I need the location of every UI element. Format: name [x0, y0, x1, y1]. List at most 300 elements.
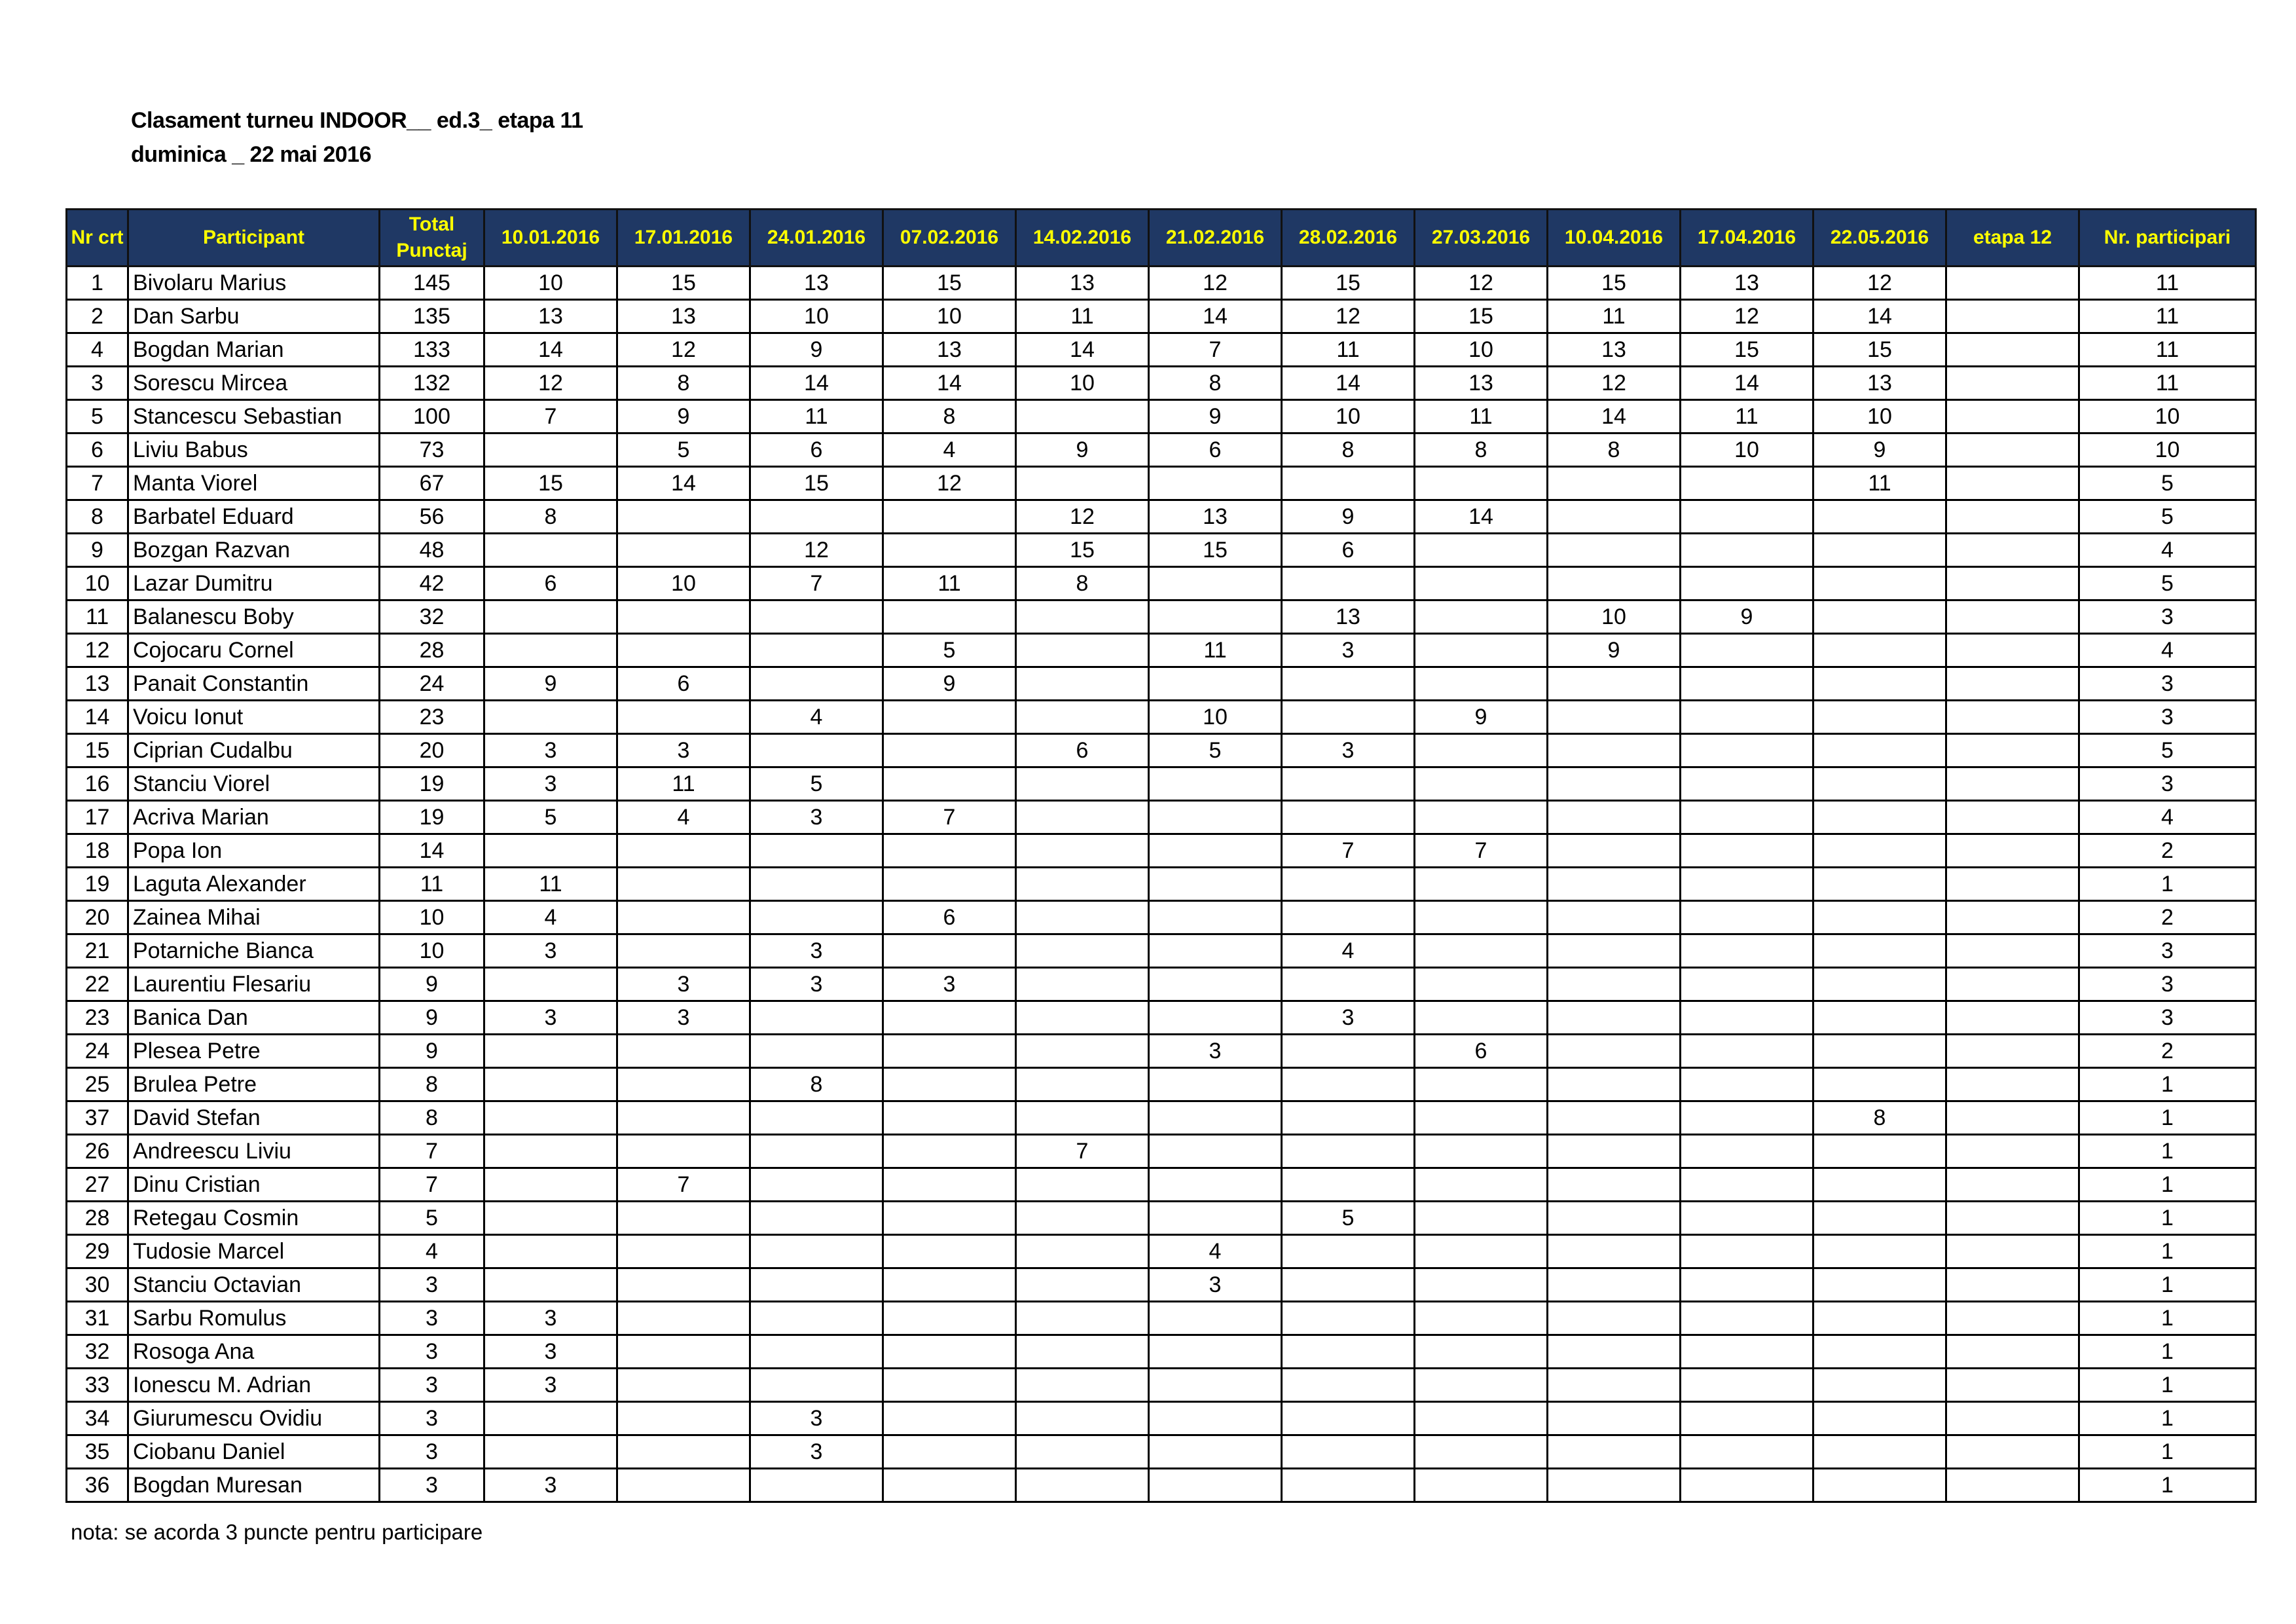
- total-points-cell: 19: [380, 801, 484, 834]
- table-row: [67, 968, 2256, 1001]
- participations-cell: 4: [2079, 534, 2256, 567]
- column-header: 22.05.2016: [1813, 210, 1946, 267]
- score-cell: [1282, 1235, 1415, 1268]
- score-cell: [1548, 901, 1681, 934]
- score-cell: [1149, 667, 1282, 701]
- score-cell: [1415, 567, 1548, 600]
- score-cell: [883, 834, 1016, 868]
- total-points-cell: 14: [380, 834, 484, 868]
- score-cell: [883, 1302, 1016, 1335]
- score-cell: [1946, 1369, 2079, 1402]
- participations-cell: 10: [2079, 434, 2256, 467]
- score-cell: 3: [750, 1402, 883, 1435]
- rank-cell: 8: [67, 500, 128, 534]
- rank-cell: 15: [67, 734, 128, 767]
- score-cell: 10: [484, 267, 617, 300]
- score-cell: [1282, 1335, 1415, 1369]
- participant-name-cell: Bozgan Razvan: [128, 534, 380, 567]
- participations-cell: 1: [2079, 1469, 2256, 1502]
- score-cell: [617, 701, 750, 734]
- score-cell: 3: [1282, 634, 1415, 667]
- score-cell: [1813, 1035, 1946, 1068]
- score-cell: [1149, 567, 1282, 600]
- score-cell: 14: [617, 467, 750, 500]
- score-cell: [1282, 1135, 1415, 1168]
- participant-name-cell: Acriva Marian: [128, 801, 380, 834]
- score-cell: 12: [617, 333, 750, 367]
- rank-cell: 36: [67, 1469, 128, 1502]
- participant-name-cell: Giurumescu Ovidiu: [128, 1402, 380, 1435]
- participations-cell: 1: [2079, 1068, 2256, 1101]
- score-cell: 8: [750, 1068, 883, 1101]
- score-cell: 13: [617, 300, 750, 333]
- score-cell: [1946, 500, 2079, 534]
- score-cell: [1813, 1335, 1946, 1369]
- score-cell: 14: [1016, 333, 1149, 367]
- score-cell: 11: [484, 868, 617, 901]
- table-row: [67, 333, 2256, 367]
- table-row: [67, 1235, 2256, 1268]
- score-cell: [1681, 1101, 1813, 1135]
- score-cell: [1946, 767, 2079, 801]
- participations-cell: 4: [2079, 634, 2256, 667]
- table-row: [67, 267, 2256, 300]
- total-points-cell: 24: [380, 667, 484, 701]
- score-cell: 7: [1415, 834, 1548, 868]
- score-cell: [1415, 1202, 1548, 1235]
- score-cell: [883, 1135, 1016, 1168]
- score-cell: [1681, 734, 1813, 767]
- score-cell: [1681, 968, 1813, 1001]
- score-cell: [1548, 1302, 1681, 1335]
- score-cell: [1681, 534, 1813, 567]
- score-cell: [883, 1335, 1016, 1369]
- rank-cell: 20: [67, 901, 128, 934]
- participant-name-cell: Laurentiu Flesariu: [128, 968, 380, 1001]
- table-row: [67, 1335, 2256, 1369]
- column-header: Nr. participari: [2079, 210, 2256, 267]
- table-row: [67, 934, 2256, 968]
- score-cell: 6: [1282, 534, 1415, 567]
- score-cell: [883, 1202, 1016, 1235]
- score-cell: [617, 868, 750, 901]
- participant-name-cell: Stancescu Sebastian: [128, 400, 380, 434]
- score-cell: 14: [883, 367, 1016, 400]
- score-cell: 4: [617, 801, 750, 834]
- score-cell: [1946, 1435, 2079, 1469]
- table-row: [67, 300, 2256, 333]
- rank-cell: 29: [67, 1235, 128, 1268]
- score-cell: [883, 1168, 1016, 1202]
- score-cell: [1149, 1469, 1282, 1502]
- score-cell: [1016, 1469, 1149, 1502]
- score-cell: 9: [1681, 600, 1813, 634]
- participant-name-cell: Bivolaru Marius: [128, 267, 380, 300]
- score-cell: 15: [750, 467, 883, 500]
- score-cell: 11: [750, 400, 883, 434]
- score-cell: [617, 1469, 750, 1502]
- score-cell: [1149, 1202, 1282, 1235]
- participant-name-cell: Stanciu Viorel: [128, 767, 380, 801]
- score-cell: [1946, 267, 2079, 300]
- total-points-cell: 28: [380, 634, 484, 667]
- score-cell: [1946, 1268, 2079, 1302]
- document-subtitle-date: duminica _ 22 mai 2016: [131, 142, 371, 167]
- rank-cell: 11: [67, 600, 128, 634]
- rank-cell: 32: [67, 1335, 128, 1369]
- rank-cell: 21: [67, 934, 128, 968]
- score-cell: 11: [1548, 300, 1681, 333]
- participations-cell: 1: [2079, 1335, 2256, 1369]
- table-row: [67, 1135, 2256, 1168]
- score-cell: [1016, 934, 1149, 968]
- total-points-cell: 42: [380, 567, 484, 600]
- participations-cell: 11: [2079, 300, 2256, 333]
- score-cell: [883, 1435, 1016, 1469]
- participations-cell: 1: [2079, 1268, 2256, 1302]
- participant-name-cell: Brulea Petre: [128, 1068, 380, 1101]
- score-cell: [1946, 400, 2079, 434]
- total-points-cell: 7: [380, 1168, 484, 1202]
- score-cell: [1016, 634, 1149, 667]
- score-cell: 15: [1548, 267, 1681, 300]
- participant-name-cell: Lazar Dumitru: [128, 567, 380, 600]
- score-cell: [1282, 1435, 1415, 1469]
- column-header: 17.01.2016: [617, 210, 750, 267]
- participant-name-cell: Bogdan Marian: [128, 333, 380, 367]
- score-cell: [1946, 1035, 2079, 1068]
- score-cell: [617, 934, 750, 968]
- score-cell: [1548, 1402, 1681, 1435]
- score-cell: [1681, 1068, 1813, 1101]
- score-cell: 11: [617, 767, 750, 801]
- score-cell: [1415, 1101, 1548, 1135]
- table-row: [67, 767, 2256, 801]
- score-cell: 14: [484, 333, 617, 367]
- score-cell: [1946, 734, 2079, 767]
- score-cell: [484, 1135, 617, 1168]
- table-row: [67, 434, 2256, 467]
- score-cell: [1548, 868, 1681, 901]
- score-cell: [883, 1001, 1016, 1035]
- score-cell: [1016, 868, 1149, 901]
- participations-cell: 11: [2079, 267, 2256, 300]
- participant-name-cell: Manta Viorel: [128, 467, 380, 500]
- score-cell: [1813, 1469, 1946, 1502]
- table-row: [67, 1068, 2256, 1101]
- table-row: [67, 734, 2256, 767]
- rank-cell: 9: [67, 534, 128, 567]
- score-cell: [1282, 1369, 1415, 1402]
- score-cell: [1149, 1302, 1282, 1335]
- score-cell: [617, 534, 750, 567]
- score-cell: [883, 1035, 1016, 1068]
- score-cell: [617, 1335, 750, 1369]
- table-row: [67, 1402, 2256, 1435]
- score-cell: [1946, 1135, 2079, 1168]
- participations-cell: 1: [2079, 868, 2256, 901]
- total-points-cell: 56: [380, 500, 484, 534]
- score-cell: [1548, 1202, 1681, 1235]
- table-row: [67, 467, 2256, 500]
- score-cell: [1681, 467, 1813, 500]
- score-cell: [1946, 1101, 2079, 1135]
- score-cell: [1149, 968, 1282, 1001]
- score-cell: [1016, 801, 1149, 834]
- score-cell: 3: [1282, 1001, 1415, 1035]
- score-cell: 10: [1681, 434, 1813, 467]
- score-cell: [1016, 1202, 1149, 1235]
- score-cell: 10: [1813, 400, 1946, 434]
- score-cell: [1149, 1101, 1282, 1135]
- score-cell: [1415, 1001, 1548, 1035]
- score-cell: [1415, 1235, 1548, 1268]
- score-cell: [1681, 1168, 1813, 1202]
- total-points-cell: 9: [380, 968, 484, 1001]
- score-cell: [1681, 1235, 1813, 1268]
- score-cell: [1813, 1268, 1946, 1302]
- participant-name-cell: Popa Ion: [128, 834, 380, 868]
- score-cell: [1016, 1168, 1149, 1202]
- score-cell: [617, 1302, 750, 1335]
- score-cell: [1813, 634, 1946, 667]
- score-cell: [750, 1202, 883, 1235]
- table-row: [67, 868, 2256, 901]
- score-cell: [1681, 1001, 1813, 1035]
- total-points-cell: 8: [380, 1101, 484, 1135]
- total-points-cell: 135: [380, 300, 484, 333]
- score-cell: [750, 600, 883, 634]
- score-cell: 7: [1149, 333, 1282, 367]
- score-cell: 9: [750, 333, 883, 367]
- score-cell: 7: [883, 801, 1016, 834]
- score-cell: [1548, 934, 1681, 968]
- score-cell: 6: [617, 667, 750, 701]
- rank-cell: 22: [67, 968, 128, 1001]
- total-points-cell: 48: [380, 534, 484, 567]
- score-cell: [1548, 1335, 1681, 1369]
- score-cell: [1946, 834, 2079, 868]
- score-cell: [883, 868, 1016, 901]
- score-cell: 7: [617, 1168, 750, 1202]
- total-points-cell: 67: [380, 467, 484, 500]
- score-cell: 6: [1415, 1035, 1548, 1068]
- score-cell: [1016, 1302, 1149, 1335]
- score-cell: 15: [617, 267, 750, 300]
- score-cell: [1681, 701, 1813, 734]
- total-points-cell: 23: [380, 701, 484, 734]
- document-title-block: [131, 103, 583, 172]
- score-cell: [1548, 734, 1681, 767]
- score-cell: 15: [1149, 534, 1282, 567]
- score-cell: [1282, 1402, 1415, 1435]
- score-cell: [1813, 1001, 1946, 1035]
- participations-cell: 1: [2079, 1168, 2256, 1202]
- participant-name-cell: Liviu Babus: [128, 434, 380, 467]
- score-cell: [1813, 1402, 1946, 1435]
- score-cell: [1548, 1001, 1681, 1035]
- score-cell: [1946, 934, 2079, 968]
- score-cell: [1149, 834, 1282, 868]
- score-cell: [617, 1435, 750, 1469]
- score-cell: [1548, 801, 1681, 834]
- score-cell: 3: [617, 1001, 750, 1035]
- score-cell: [1548, 567, 1681, 600]
- score-cell: 3: [1149, 1035, 1282, 1068]
- score-cell: [484, 1202, 617, 1235]
- total-points-cell: 132: [380, 367, 484, 400]
- score-cell: [1946, 1168, 2079, 1202]
- score-cell: [883, 734, 1016, 767]
- score-cell: 13: [750, 267, 883, 300]
- score-cell: [1946, 434, 2079, 467]
- score-cell: 15: [1813, 333, 1946, 367]
- score-cell: [1016, 1001, 1149, 1035]
- score-cell: [1548, 1135, 1681, 1168]
- participant-name-cell: Ionescu M. Adrian: [128, 1369, 380, 1402]
- score-cell: 3: [750, 968, 883, 1001]
- participations-cell: 1: [2079, 1435, 2256, 1469]
- score-cell: 3: [484, 934, 617, 968]
- score-cell: [1149, 1168, 1282, 1202]
- score-cell: [1946, 300, 2079, 333]
- score-cell: 9: [1415, 701, 1548, 734]
- score-cell: [1946, 567, 2079, 600]
- score-cell: [1282, 901, 1415, 934]
- score-cell: [883, 1469, 1016, 1502]
- table-row: [67, 901, 2256, 934]
- rank-cell: 4: [67, 333, 128, 367]
- score-cell: [1548, 834, 1681, 868]
- participations-cell: 3: [2079, 600, 2256, 634]
- rank-cell: 16: [67, 767, 128, 801]
- score-cell: 14: [1149, 300, 1282, 333]
- score-cell: [1813, 868, 1946, 901]
- score-cell: [484, 1101, 617, 1135]
- score-cell: [1149, 868, 1282, 901]
- score-cell: [1946, 367, 2079, 400]
- total-points-cell: 8: [380, 1068, 484, 1101]
- score-cell: [1813, 1068, 1946, 1101]
- score-cell: [750, 1268, 883, 1302]
- score-cell: 10: [1282, 400, 1415, 434]
- score-cell: [1946, 1068, 2079, 1101]
- total-points-cell: 9: [380, 1035, 484, 1068]
- score-cell: 11: [883, 567, 1016, 600]
- participations-cell: 2: [2079, 1035, 2256, 1068]
- participations-cell: 5: [2079, 567, 2256, 600]
- participant-name-cell: Zainea Mihai: [128, 901, 380, 934]
- score-cell: [883, 1268, 1016, 1302]
- score-cell: 3: [1282, 734, 1415, 767]
- score-cell: [750, 1101, 883, 1135]
- total-points-cell: 20: [380, 734, 484, 767]
- participant-name-cell: Laguta Alexander: [128, 868, 380, 901]
- score-cell: [1813, 1235, 1946, 1268]
- score-cell: [1548, 667, 1681, 701]
- score-cell: 15: [1016, 534, 1149, 567]
- score-cell: [1681, 1268, 1813, 1302]
- score-cell: 9: [1016, 434, 1149, 467]
- table-row: [67, 1469, 2256, 1502]
- score-cell: [1681, 1135, 1813, 1168]
- score-cell: [1016, 1035, 1149, 1068]
- score-cell: 3: [617, 734, 750, 767]
- total-points-cell: 145: [380, 267, 484, 300]
- score-cell: 4: [883, 434, 1016, 467]
- score-cell: [1282, 1101, 1415, 1135]
- column-header: 27.03.2016: [1415, 210, 1548, 267]
- total-points-cell: 32: [380, 600, 484, 634]
- score-cell: 9: [1282, 500, 1415, 534]
- rank-cell: 31: [67, 1302, 128, 1335]
- score-cell: [1282, 1302, 1415, 1335]
- score-cell: [1548, 1435, 1681, 1469]
- score-cell: [1946, 701, 2079, 734]
- table-row: [67, 1202, 2256, 1235]
- score-cell: [617, 834, 750, 868]
- score-cell: [750, 901, 883, 934]
- score-cell: [1548, 1035, 1681, 1068]
- score-cell: [1016, 400, 1149, 434]
- score-cell: [1681, 834, 1813, 868]
- score-cell: [1149, 1335, 1282, 1369]
- score-cell: 3: [750, 934, 883, 968]
- score-cell: 13: [1681, 267, 1813, 300]
- score-cell: [1681, 1435, 1813, 1469]
- table-row: [67, 400, 2256, 434]
- column-header: Total Punctaj: [380, 210, 484, 267]
- score-cell: 10: [883, 300, 1016, 333]
- score-cell: 14: [750, 367, 883, 400]
- score-cell: 15: [883, 267, 1016, 300]
- score-cell: [1681, 1335, 1813, 1369]
- score-cell: [1149, 934, 1282, 968]
- score-cell: 13: [1415, 367, 1548, 400]
- score-cell: [1149, 801, 1282, 834]
- score-cell: 7: [1282, 834, 1415, 868]
- score-cell: [750, 834, 883, 868]
- rank-cell: 26: [67, 1135, 128, 1168]
- score-cell: 6: [1016, 734, 1149, 767]
- score-cell: 14: [1813, 300, 1946, 333]
- score-cell: 3: [484, 1001, 617, 1035]
- score-cell: [883, 534, 1016, 567]
- score-cell: 11: [1813, 467, 1946, 500]
- rank-cell: 5: [67, 400, 128, 434]
- score-cell: [750, 1469, 883, 1502]
- score-cell: [1548, 1235, 1681, 1268]
- score-cell: 3: [883, 968, 1016, 1001]
- participant-name-cell: Plesea Petre: [128, 1035, 380, 1068]
- score-cell: [1415, 1135, 1548, 1168]
- total-points-cell: 3: [380, 1302, 484, 1335]
- score-cell: [883, 1101, 1016, 1135]
- participations-cell: 4: [2079, 801, 2256, 834]
- score-cell: [1681, 1035, 1813, 1068]
- score-cell: [1282, 467, 1415, 500]
- score-cell: 8: [484, 500, 617, 534]
- score-cell: 7: [484, 400, 617, 434]
- table-row: [67, 1302, 2256, 1335]
- table-row: [67, 1268, 2256, 1302]
- score-cell: [1415, 1369, 1548, 1402]
- score-cell: 11: [1282, 333, 1415, 367]
- total-points-cell: 11: [380, 868, 484, 901]
- score-cell: [883, 1068, 1016, 1101]
- score-cell: [617, 1402, 750, 1435]
- score-cell: [750, 734, 883, 767]
